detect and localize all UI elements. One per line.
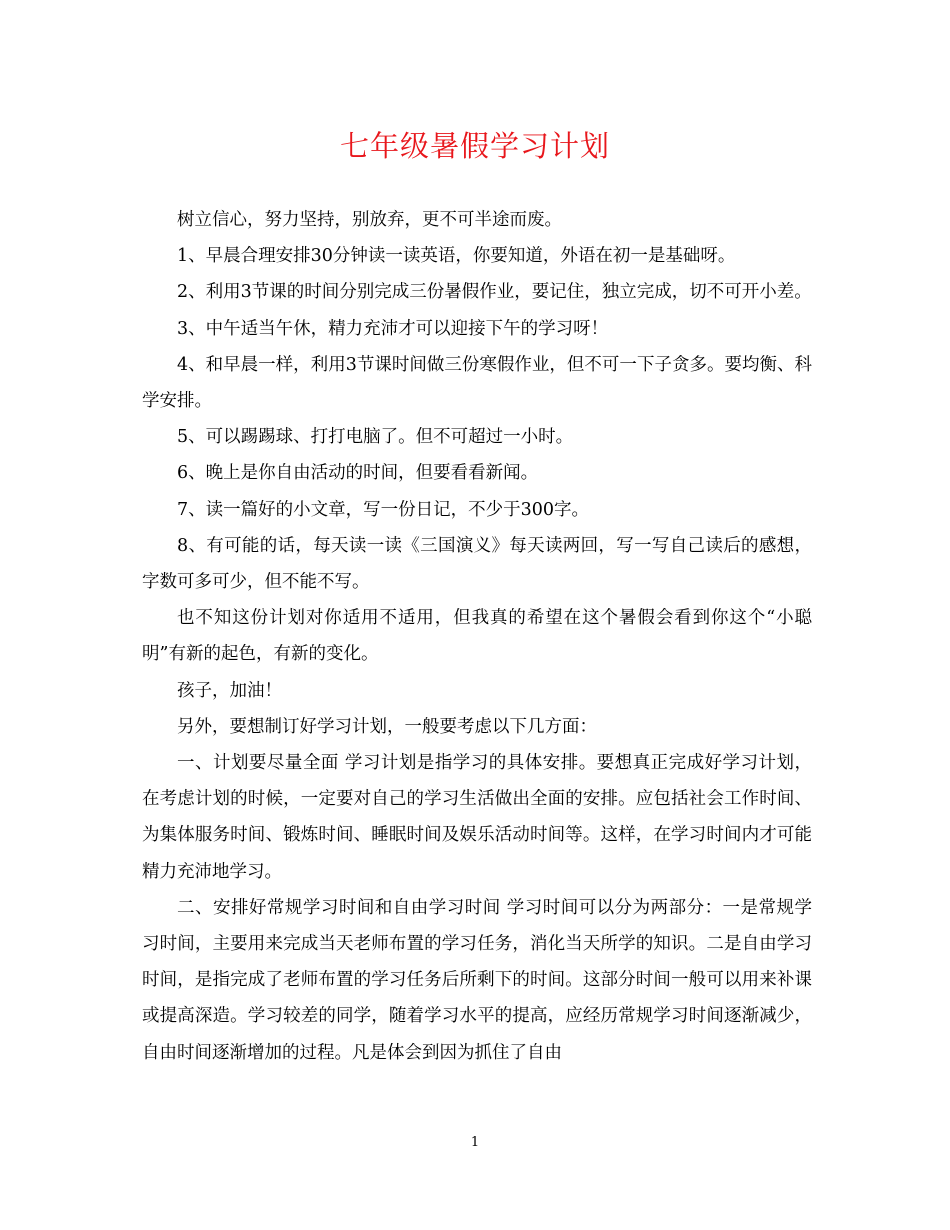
paragraph-item-3: 3、中午适当午休，精力充沛才可以迎接下午的学习呀！ (177, 318, 609, 339)
document-title: 七年级暑假学习计划 (339, 129, 610, 163)
paragraph-section-2: 二、安排好常规学习时间和自由学习时间 学习时间可以分为两部分：一是常规学习时间，主要用来完成当天老师布置的学习任务，消化当天所学的知识。二是自由学习时间，是指完成了老师布置的学习任务后所剩下的时间。这部分时间一般可以用来补课或提高深造。学习较差的同学，随着学习水平的提高，应经历常规学习时间逐渐减少，自由时间逐渐增加的过程。凡是体会到因为抓住了自由 (142, 897, 812, 1063)
paragraph-item-2: 2、利用3节课的时间分别完成三份暑假作业，要记住，独立完成，切不可开小差。 (177, 282, 812, 303)
paragraph-item-1: 1、早晨合理安排30分钟读一读英语，你要知道，外语在初一是基础呀。 (177, 246, 736, 267)
paragraph-item-8: 8、有可能的话，每天读一读《三国演义》每天读两回，写一写自己读后的感想，字数可多可少，但不能不写。 (142, 535, 812, 593)
paragraph-item-6: 6、晚上是你自由活动的时间，但要看看新闻。 (177, 463, 539, 484)
paragraph-item-4: 4、和早晨一样，利用3节课时间做三份寒假作业，但不可一下子贪多。要均衡、科学安排。 (142, 354, 812, 412)
paragraph-item-7: 7、读一篇好的小文章，写一份日记，不少于300字。 (177, 499, 590, 520)
paragraph-intro: 树立信心，努力坚持，别放弃，更不可半途而废。 (177, 210, 562, 230)
paragraph-additional: 另外，要想制订好学习计划，一般要考虑以下几方面： (177, 716, 597, 737)
paragraph-encourage: 孩子，加油！ (177, 680, 282, 701)
paragraph-item-5: 5、可以踢踢球、打打电脑了。但不可超过一小时。 (177, 427, 574, 448)
paragraph-section-1: 一、计划要尽量全面 学习计划是指学习的具体安排。要想真正完成好学习计划，在考虑计划的时候，一定要对自己的学习生活做出全面的安排。应包括社会工作时间、为集体服务时间、锻炼时间、睡眠时间及娱乐活动时间等。这样，在学习时间内才可能精力充沛地学习。 (142, 753, 812, 882)
document-body (142, 202, 812, 1071)
paragraph-hope: 也不知这份计划对你适用不适用，但我真的希望在这个暑假会看到你这个“小聪明”有新的起色，有新的变化。 (142, 608, 812, 665)
page-number: 1 (470, 1135, 480, 1150)
